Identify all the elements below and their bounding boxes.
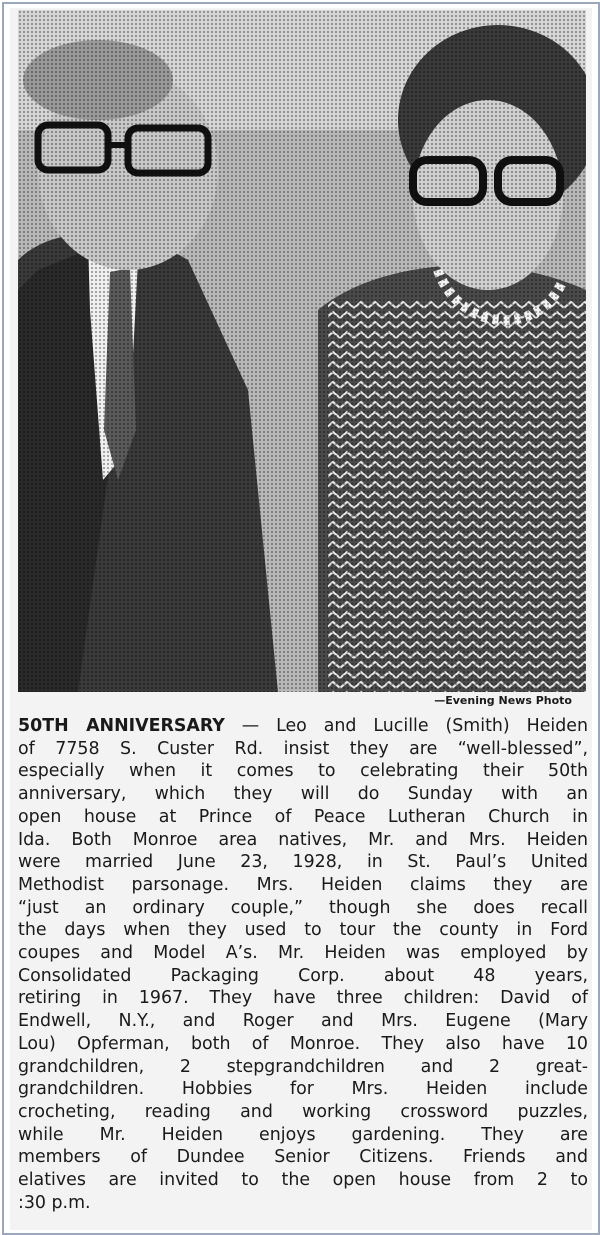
caption-line: Methodist parsonage. Mrs. Heiden claims they are: [18, 874, 588, 895]
caption-headline: 50TH ANNIVERSARY: [18, 716, 225, 736]
caption-line: grandchildren, 2 stepgrandchildren and 2 great-: [18, 1056, 588, 1077]
newspaper-clipping: [10, 8, 592, 1230]
caption-line: coupes and Model A’s. Mr. Heiden was employed by: [18, 943, 588, 964]
caption-line: the days when they used to tour the county in Ford: [18, 920, 588, 941]
caption-line: Ida. Both Monroe area natives, Mr. and Mrs. Heiden: [18, 829, 588, 850]
couple-photo-illustration: [18, 10, 586, 692]
caption-line: crocheting, reading and working crossword puzzles,: [18, 1101, 588, 1122]
caption-line: [18, 715, 588, 738]
caption-line: open house at Prince of Peace Lutheran Church in: [18, 806, 588, 827]
caption-line: while Mr. Heiden enjoys gardening. They are: [18, 1124, 588, 1145]
caption-line: especially when it comes to celebrating their 50th: [18, 761, 588, 782]
caption-line: “just an ordinary couple,” though she does recall: [18, 897, 588, 918]
image-frame: [2, 2, 600, 1235]
halftone-photo: [18, 10, 586, 692]
caption-line-text: — Leo and Lucille (Smith) Heiden: [224, 716, 588, 736]
photo-credit: —Evening News Photo: [434, 694, 572, 707]
caption-line: members of Dundee Senior Citizens. Friends and: [18, 1147, 588, 1168]
caption-line: retiring in 1967. They have three children: David of: [18, 988, 588, 1009]
caption-line: Consolidated Packaging Corp. about 48 years,: [18, 965, 588, 986]
caption-line: anniversary, which they will do Sunday with an: [18, 784, 588, 805]
caption-line: :30 p.m.: [18, 1192, 91, 1213]
photo-caption: [18, 715, 588, 1214]
caption-line: Endwell, N.Y., and Roger and Mrs. Eugene (Mary: [18, 1011, 588, 1032]
caption-line: elatives are invited to the open house from 2 to: [18, 1170, 588, 1191]
caption-line: Lou) Opferman, both of Monroe. They also have 10: [18, 1033, 588, 1054]
caption-line: were married June 23, 1928, in St. Paul’s United: [18, 852, 588, 873]
caption-line: of 7758 S. Custer Rd. insist they are “well-blessed”,: [18, 738, 588, 759]
caption-line: grandchildren. Hobbies for Mrs. Heiden include: [18, 1079, 588, 1100]
